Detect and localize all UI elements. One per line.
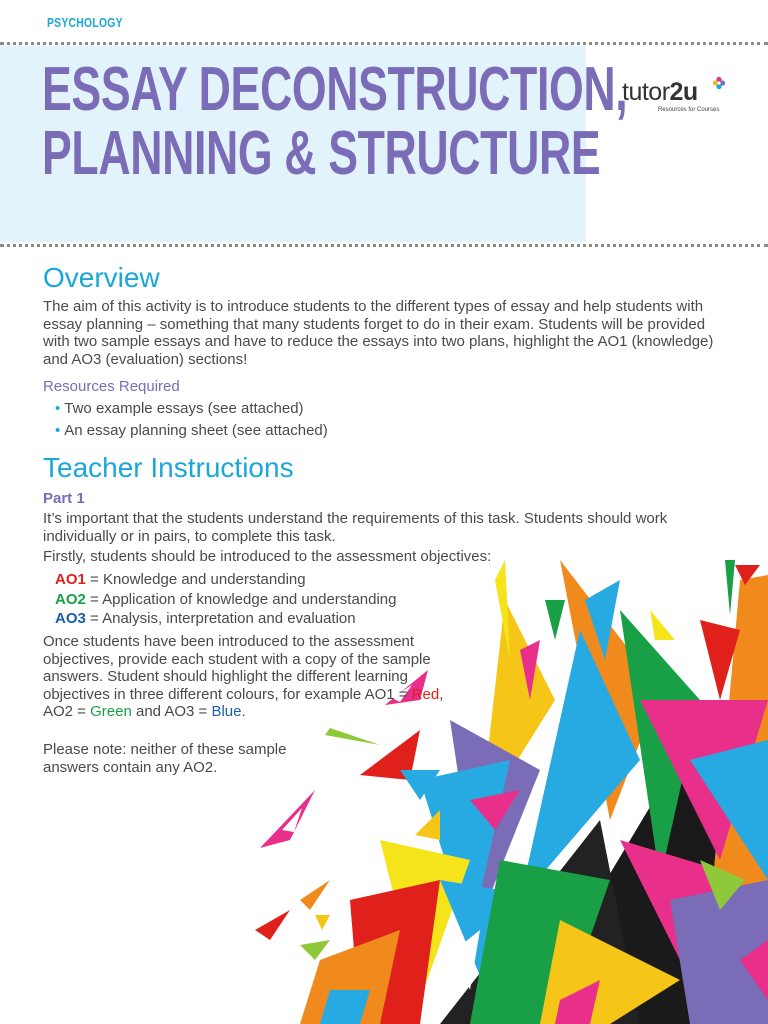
- blue-word: Blue: [211, 703, 242, 720]
- resources-list: [55, 398, 328, 442]
- subject-label: PSYCHOLOGY: [47, 15, 123, 30]
- objective-ao2: AO2 = Application of knowledge and understanding: [55, 590, 397, 608]
- overview-text: The aim of this activity is to introduce students to the different types of essay and help students with essay planning – something that many students forget to do in their exam. Students will be provided with two sample essays and have to reduce the essays into two plans, highlight the AO1 (knowledge) and AO3 (evaluation) sections!: [43, 298, 714, 368]
- objective-ao3: AO3 = Analysis, interpretation and evaluation: [55, 610, 356, 627]
- logo-wordmark: tutor2u: [622, 78, 698, 106]
- resources-heading: Resources Required: [43, 378, 180, 395]
- objective-ao1: AO1 = Knowledge and understanding: [55, 571, 306, 588]
- title-line-1: ESSAY DECONSTRUCTION,: [42, 55, 628, 124]
- bullet-icon: •: [55, 422, 61, 439]
- green-word: Green: [90, 703, 132, 720]
- red-word: Red: [411, 685, 440, 703]
- title-line-2: PLANNING & STRUCTURE: [42, 119, 601, 188]
- bullet-icon: •: [55, 400, 61, 417]
- ao2-note: Please note: neither of these sample answers contain any AO2.: [43, 741, 287, 776]
- overview-heading: Overview: [43, 262, 160, 293]
- objectives-list: [55, 570, 397, 629]
- part-1-intro: It’s important that the students understand the requirements of this task. Students should work individually or in pairs, to complete this task.: [43, 510, 668, 545]
- part-1-heading: Part 1: [43, 490, 85, 507]
- objectives-intro: Firstly, students should be introduced to the assessment objectives:: [43, 548, 492, 565]
- list-item: • An essay planning sheet (see attached): [55, 422, 328, 439]
- highlight-instructions: Once students have been introduced to the assessment objectives, provide each student with a copy of the sample answers. Student should highlight the different learning objectives in three different colours, for example AO1 = Red, AO2 = Green and AO3 = Blue.: [43, 633, 444, 720]
- list-item: • Two example essays (see attached): [55, 400, 304, 417]
- teacher-instructions-heading: Teacher Instructions: [43, 452, 294, 483]
- logo-tagline: Resources for Courses: [658, 107, 720, 113]
